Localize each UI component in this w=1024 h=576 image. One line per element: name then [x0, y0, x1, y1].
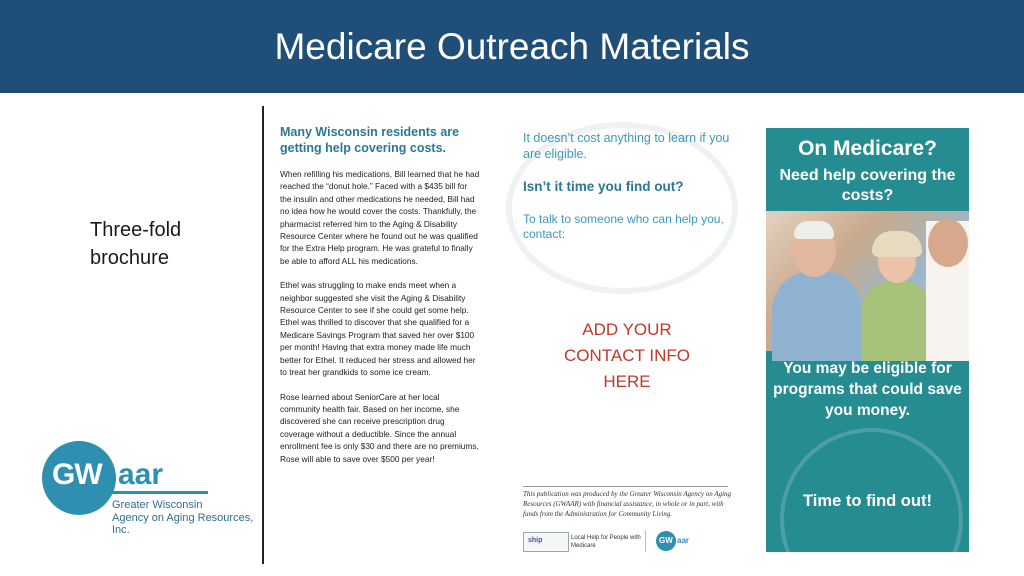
logo-separator: [645, 530, 646, 552]
cover-subtitle: Need help covering the costs?: [779, 167, 956, 204]
publication-note: This publication was produced by the Greater Wisconsin Agency on Aging Resources (GWAAR) with financial assistance, in whole or in part, with funds from the Administration for Community Living.: [523, 490, 732, 518]
brochure-label: Three-fold brochure: [90, 219, 182, 269]
cost-note: It doesn’t cost anything to learn if you are eligible.: [523, 131, 730, 161]
contact-prompt: To talk to someone who can help you, contact:: [523, 212, 724, 241]
slide-header: [0, 0, 1024, 93]
ship-logo-text: ship: [528, 537, 543, 544]
logo-subtitle-2: Agency on Aging Resources, Inc.: [112, 512, 254, 536]
publication-rule: [523, 486, 728, 487]
gwaar-logo: [42, 441, 272, 536]
mini-logo-gw: GW: [659, 536, 673, 545]
logo-aar-text: aar: [118, 458, 164, 491]
brochure-panel-stories: [280, 124, 480, 477]
logo-gw-text: GW: [52, 458, 102, 491]
slide-title: Medicare Outreach Materials: [274, 26, 750, 67]
photo-advisor-head: [928, 219, 968, 267]
logo-underline: [108, 491, 208, 494]
cover-title: On Medicare?: [798, 137, 937, 160]
story-ethel: Ethel was struggling to make ends meet when a neighbor suggested she visit the Aging & Disability Resource Center to see if she could get some help. Ethel was thrilled to discover that she qualified for a Medicare Savings Program that saved her over $100 per month! Having that extra money made life much better for Ethel. It reduced her stress and allowed her to treat her grandkids to some ice cream.: [280, 280, 476, 378]
clock-graphic: [780, 428, 963, 552]
cover-call-to-action: Time to find out!: [803, 492, 932, 510]
photo-man-body: [772, 271, 862, 361]
mini-logo-aar: aar: [677, 536, 690, 545]
brochure-panel-contact: [488, 118, 758, 564]
local-help-text: Local Help for People with Medicare: [571, 535, 641, 549]
ship-logo: [523, 532, 569, 552]
seniors-photo: [766, 211, 969, 351]
photo-man-hair: [794, 221, 834, 239]
story-bill: When refilling his medications, Bill learned that he had reached the “donut hole.” Faced with a $435 bill for the insulin and other medications he needed, Bill had no idea how he would cover the costs. Thankfully, the pharmacist referred him to the Aging & Disability Resource Center where he found out he was qualified for the Extra Help program. He was grateful to finally be able to afford ALL his medications.: [280, 169, 480, 266]
cover-eligible-text: You may be eligible for programs that could save you money.: [773, 360, 962, 419]
brochure-panel-cover: [766, 128, 969, 552]
stories-heading: Many Wisconsin residents are getting help covering costs.: [280, 125, 460, 155]
photo-woman-body: [862, 281, 932, 361]
photo-woman-hair: [872, 231, 922, 257]
add-contact-placeholder: ADD YOUR CONTACT INFO HERE: [564, 320, 690, 391]
find-out-question: Isn’t it time you find out?: [523, 179, 684, 194]
logo-subtitle-1: Greater Wisconsin: [112, 499, 203, 511]
story-rose: Rose learned about SeniorCare at her local community health fair. Based on her income, she discovered she can receive prescription drug coverage without a deductible. Since the annual enrollment fee is only $30 and there are no premiums, Rose will able to save over $500 per year!: [280, 391, 479, 464]
